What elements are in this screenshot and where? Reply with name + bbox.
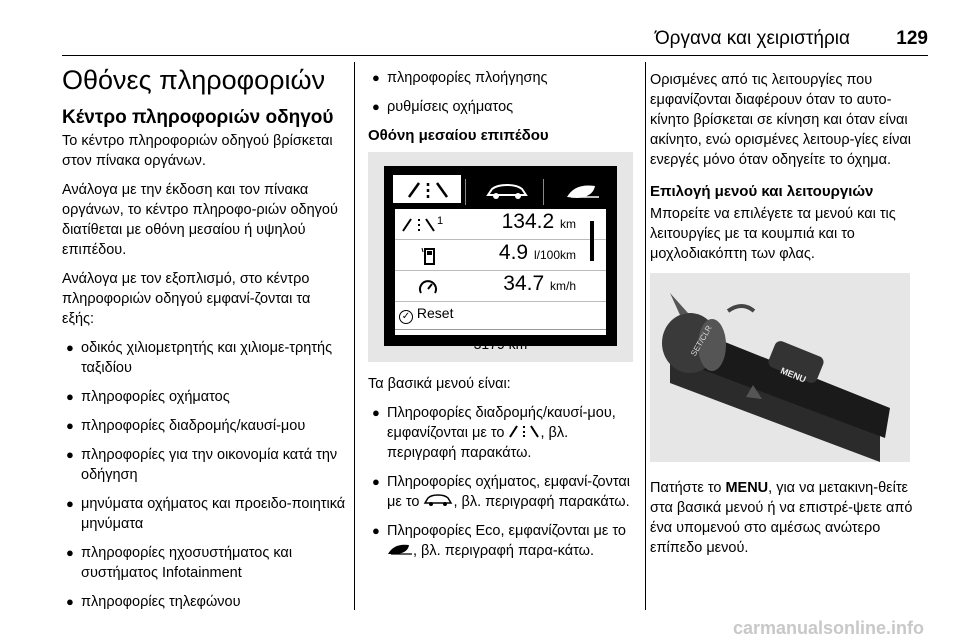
display-subheading: Οθόνη μεσαίου επιπέδου: [368, 127, 549, 144]
paragraph: Ανάλογα με την έκδοση και τον πίνακα οργάνων, το κέντρο πληροφο-ριών οδηγού διατίθεται με οθόνη μεσαίου ή υψηλού επιπέδου.: [62, 182, 338, 258]
feature-list: [62, 338, 346, 612]
list-item: ● μηνύματα οχήματος και προειδο-ποιητικά μηνύματα: [66, 496, 346, 532]
menu-text-pre: Πληροφορίες οχήματος, εμφανί-ζονται με το: [387, 474, 631, 510]
list-item: ● πληροφορίες τηλεφώνου: [66, 594, 241, 610]
page-header-title: Όργανα και χειριστήρια: [654, 28, 850, 49]
feature-list-continued: [368, 68, 633, 117]
display-row-consumption: [395, 240, 606, 271]
turn-signal-lever-illustration: [650, 273, 910, 462]
fuel-pump-icon: [419, 246, 439, 266]
consumption-value: 4.9 l/100km: [498, 241, 576, 264]
list-item: ● ρυθμίσεις οχήματος: [372, 99, 514, 115]
check-icon: ✓: [399, 310, 413, 324]
reset-label: Reset: [416, 305, 454, 321]
display-figure: [368, 152, 633, 362]
distance-value: 134.2 km: [501, 210, 576, 233]
subsection-title: Κέντρο πληροφοριών οδηγού: [62, 107, 334, 128]
list-item: ● πληροφορίες πλοήγησης: [372, 70, 548, 86]
lcd-screen: [384, 166, 617, 352]
list-item: ● Πληροφορίες Eco, εμφανίζονται με το , βλ. περιγραφή παρα-κάτω.: [372, 523, 626, 559]
trip-fuel-icon: [508, 425, 540, 438]
list-item-text: πληροφορίες τηλεφώνου: [81, 594, 241, 610]
menus-intro: Τα βασικά μενού είναι:: [368, 376, 511, 392]
list-item-text: μηνύματα οχήματος και προειδο-ποιητικά μηνύματα: [81, 496, 346, 532]
eco-leaf-icon: [565, 183, 601, 201]
list-item: ● πληροφορίες ηχοσυστήματος και συστήματος Infotainment: [66, 545, 293, 581]
menu-button-label: MENU: [779, 365, 808, 385]
menu-text-pre: Πληροφορίες διαδρομής/καυσί-μου, εμφανίζονται με το: [387, 405, 616, 441]
menu-text-post: , βλ. περιγραφή παρακάτω.: [387, 425, 569, 461]
list-item: ● πληροφορίες οχήματος: [66, 389, 230, 405]
lcd-tabs: [393, 173, 608, 207]
menu-text-pre: Πληροφορίες Eco, εμφανίζονται με το: [387, 523, 626, 539]
left-column: [62, 60, 346, 621]
paragraph: Μπορείτε να επιλέγετε τα μενού και τις λειτουργίες με τα κουμπιά και το μοχλοδιακόπτη των φλας.: [650, 206, 896, 262]
reset-option[interactable]: [399, 303, 453, 324]
right-column: [650, 70, 928, 567]
eco-leaf-icon: [387, 543, 413, 556]
list-item-text: πληροφορίες οχήματος: [81, 389, 230, 405]
turn-signal-lever-figure: [650, 273, 910, 462]
page-number: 129: [896, 28, 928, 49]
trip-icon: [401, 217, 437, 233]
tab-separator: [543, 179, 544, 205]
list-item-text: ρυθμίσεις οχήματος: [387, 99, 514, 115]
section-title: Οθόνες πληροφοριών: [62, 65, 326, 95]
list-item-text: πληροφορίες ηχοσυστήματος και συστήματος Infotainment: [81, 545, 293, 581]
column-divider-1: [354, 62, 355, 610]
trip-fuel-icon: [407, 181, 449, 199]
watermark: carmanualsonline.info: [732, 618, 924, 638]
column-divider-2: [645, 62, 646, 610]
list-item: ● πληροφορίες για την οικονομία κατά την οδήγηση: [66, 447, 338, 483]
list-item: ● οδικός χιλιομετρητής και χιλιομε-τρητής ταξιδίου: [66, 340, 333, 376]
display-row-speed: [395, 271, 606, 302]
paragraph: Πατήστε το MENU, για να μετακινη-θείτε στα βασικά μενού ή να επιστρέ-ψετε από ένα υπομενού στο αμέσως ανώτερο επίπεδο μενού.: [650, 480, 913, 556]
menu-selection-heading: Επιλογή μενού και λειτουργιών: [650, 183, 874, 200]
speed-value: 34.7 km/h: [503, 272, 576, 295]
list-item-text: οδικός χιλιομετρητής και χιλιομε-τρητής ταξιδίου: [81, 340, 333, 376]
vehicle-info-icon: [485, 183, 529, 201]
list-item: ● Πληροφορίες οχήματος, εμφανί-ζονται με το , βλ. περιγραφή παρακάτω.: [372, 474, 631, 510]
trip-number: 1: [437, 215, 444, 227]
display-row-distance: [395, 209, 606, 240]
list-item-text: πληροφορίες πλοήγησης: [387, 70, 548, 86]
middle-column: [368, 60, 633, 570]
menu-key-label: MENU: [725, 480, 769, 496]
tab-separator: [465, 179, 466, 205]
paragraph: Ορισμένες από τις λειτουργίες που εμφανίζονται διαφέρουν όταν το αυτο-κίνητο βρίσκεται σε κίνηση και όταν είναι ακίνητο, ενώ ορισμένες λειτουρ-γίες είναι ενεργές μόνο όταν οδηγείτε το όχημα.: [650, 72, 911, 168]
menu-text-post: , βλ. περιγραφή παρακάτω.: [453, 494, 630, 510]
set-clr-label: SET/CLR: [689, 323, 714, 358]
lcd-panel: [395, 209, 606, 352]
paragraph: Ανάλογα με τον εξοπλισμό, στο κέντρο πληροφοριών οδηγού εμφανί-ζονται τα εξής:: [62, 271, 311, 327]
list-item: ● Πληροφορίες διαδρομής/καυσί-μου, εμφανίζονται με το , βλ. περιγραφή παρακάτω.: [372, 405, 616, 461]
paragraph: Το κέντρο πληροφοριών οδηγού βρίσκεται στον πίνακα οργάνων.: [62, 133, 333, 169]
speedometer-icon: [417, 277, 439, 297]
header-rule: [62, 55, 928, 56]
list-item-text: πληροφορίες διαδρομής/καυσί-μου: [81, 418, 306, 434]
odometer: 3179 km: [395, 329, 606, 358]
list-item: ● πληροφορίες διαδρομής/καυσί-μου: [66, 418, 306, 434]
list-item-text: πληροφορίες για την οικονομία κατά την οδήγηση: [81, 447, 338, 483]
menu-list: [368, 403, 633, 561]
vehicle-info-icon: [423, 494, 453, 507]
menu-text-post: , βλ. περιγραφή παρα-κάτω.: [413, 543, 594, 559]
